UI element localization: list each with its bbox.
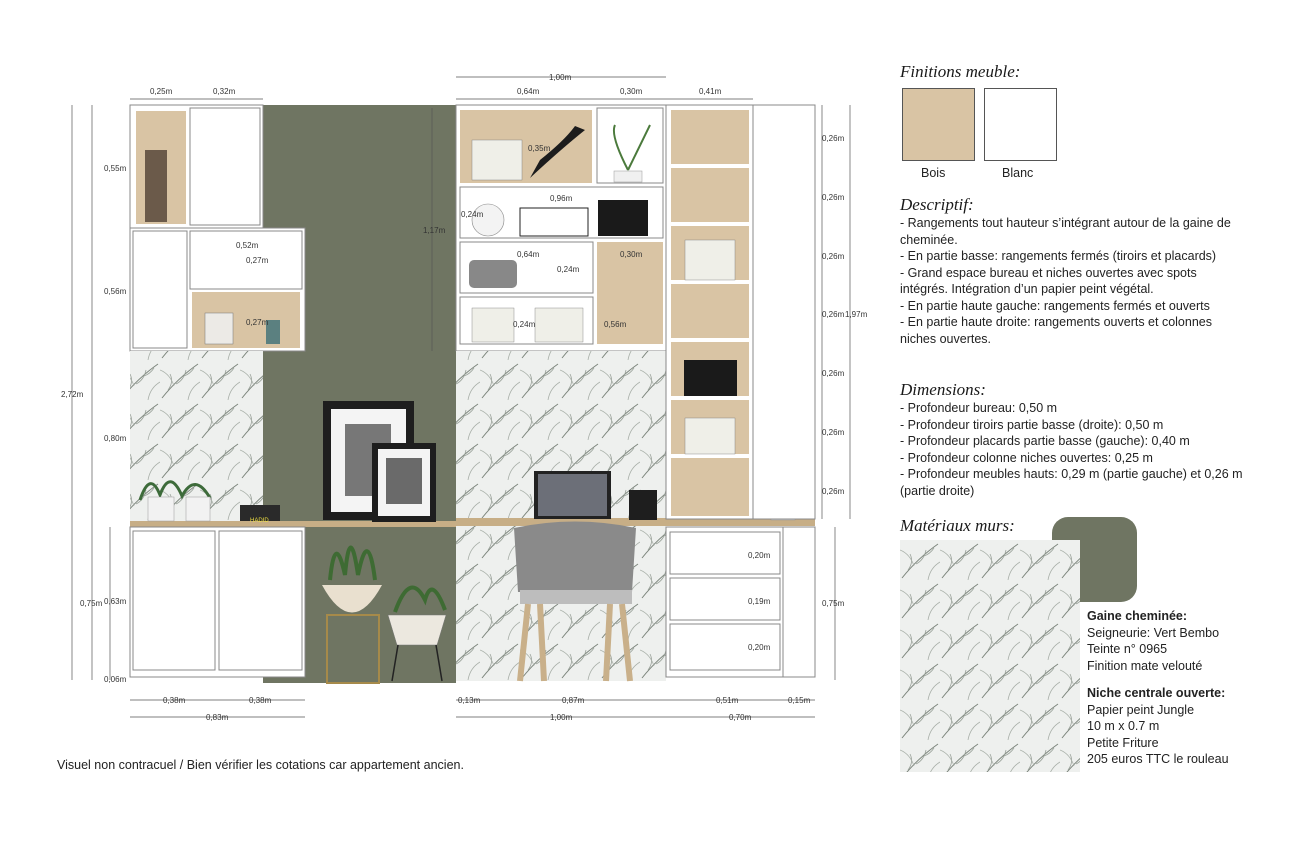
dim-bottom-left-1: 0,38m xyxy=(163,696,186,705)
dim-left-1: 0,55m xyxy=(104,164,127,173)
dim-low-left: 0,75m xyxy=(80,599,103,608)
dim-left-5: 0,06m xyxy=(104,675,127,684)
dim-bottom-right-1: 0,51m xyxy=(716,696,739,705)
label-blanc: Blanc xyxy=(1002,166,1034,180)
dim-center-5: 0,24m xyxy=(557,265,580,274)
swatch-bois xyxy=(902,88,975,161)
dim-center-height: 1,17m xyxy=(423,226,446,235)
dim-right-6: 0,26m xyxy=(822,428,845,437)
finitions-title: Finitions meuble: xyxy=(900,62,1021,81)
dim-top-center-1: 0,64m xyxy=(517,87,540,96)
dim-drawer-2: 0,19m xyxy=(748,597,771,606)
dim-bottom-center-1: 0,13m xyxy=(458,696,481,705)
dim-drawer-1: 0,20m xyxy=(748,551,771,560)
dim-bottom-center-2: 0,87m xyxy=(562,696,585,705)
dim-right-3: 0,26m xyxy=(822,252,845,261)
dimensions-title: Dimensions: xyxy=(900,380,986,399)
dim-top-right: 0,41m xyxy=(699,87,722,96)
descriptif-line-5: - En partie haute droite: rangements ouverts et colonnes niches ouvertes. xyxy=(900,315,1212,346)
materiaux-details xyxy=(1087,608,1229,768)
gaine-line-2: Teinte n° 0965 xyxy=(1087,642,1168,656)
description-panel xyxy=(900,62,1245,82)
dimensions-line-3: - Profondeur placards partie basse (gauche): 0,40 m xyxy=(900,434,1190,448)
dim-top-center-2: 0,30m xyxy=(620,87,643,96)
dim-left-2: 0,56m xyxy=(104,287,127,296)
dimensions-line-1: - Profondeur bureau: 0,50 m xyxy=(900,401,1058,415)
dim-top-left-1: 0,25m xyxy=(150,87,173,96)
dim-left-4: 0,63m xyxy=(104,597,127,606)
dim-center-8: 0,56m xyxy=(604,320,627,329)
right-column xyxy=(666,105,815,677)
label-bois: Bois xyxy=(921,166,946,180)
dim-bottom-left-2: 0,38m xyxy=(249,696,272,705)
dim-niche-left-3: 0,27m xyxy=(246,318,269,327)
dim-low-right: 0,75m xyxy=(822,599,845,608)
descriptif-line-2: - En partie basse: rangements fermés (tiroirs et placards) xyxy=(900,249,1217,263)
dim-right-2: 0,26m xyxy=(822,193,845,202)
dim-center-2: 0,96m xyxy=(550,194,573,203)
dim-right-4: 0,26m xyxy=(822,310,845,319)
descriptif-title: Descriptif: xyxy=(900,195,974,214)
descriptif-line-3: - Grand espace bureau et niches ouvertes avec spots intégrés. Intégration d’un papier peint végétal. xyxy=(900,265,1197,296)
gaine-line-3: Finition mate velouté xyxy=(1087,658,1203,673)
dim-right-5: 0,26m xyxy=(822,369,845,378)
dim-center-7: 0,24m xyxy=(513,320,536,329)
dimensions-line-5: - Profondeur meubles hauts: 0,29 m (partie gauche) et 0,26 m (partie droite) xyxy=(900,467,1243,498)
dim-right-7: 0,26m xyxy=(822,487,845,496)
dim-bottom-right-2: 0,15m xyxy=(788,696,811,705)
niche-title: Niche centrale ouverte: xyxy=(1087,686,1226,700)
book-label: HADID xyxy=(250,518,269,524)
jungle-wallpaper-left xyxy=(130,351,263,521)
dim-center-4: 0,64m xyxy=(517,250,540,259)
niche-line-1: Papier peint Jungle xyxy=(1087,702,1195,717)
dimensions-line-2: - Profondeur tiroirs partie basse (droite): 0,50 m xyxy=(900,417,1164,432)
dim-bottom-right-total: 0,70m xyxy=(729,713,752,722)
descriptif-section xyxy=(900,195,1245,347)
dim-center-3: 0,24m xyxy=(461,210,484,219)
descriptif-line-4: - En partie haute gauche: rangements fermés et ouverts xyxy=(900,298,1210,313)
dim-right-1: 0,26m xyxy=(822,134,845,143)
dim-bottom-left-total: 0,83m xyxy=(206,713,229,722)
materiaux-title: Matériaux murs: xyxy=(900,516,1015,535)
dim-niche-left-2: 0,27m xyxy=(246,256,269,265)
dim-niche-left-1: 0,52m xyxy=(236,241,259,250)
dimensions-line-4: - Profondeur colonne niches ouvertes: 0,25 m xyxy=(900,450,1153,465)
niche-line-4: 205 euros TTC le rouleau xyxy=(1087,752,1229,766)
swatch-blanc xyxy=(984,88,1057,161)
niche-line-2: 10 m x 0.7 m xyxy=(1087,719,1160,733)
niche-line-3: Petite Friture xyxy=(1087,735,1159,750)
dim-left-3: 0,80m xyxy=(104,434,127,443)
dim-bottom-center-total: 1,00m xyxy=(550,713,573,722)
dimensions-section xyxy=(900,380,1245,499)
gaine-title: Gaine cheminée: xyxy=(1087,609,1188,623)
disclaimer-note: Visuel non contracuel / Bien vérifier les cotations car appartement ancien. xyxy=(57,758,464,772)
dim-overall: 2,72m xyxy=(61,390,84,399)
gaine-line-1: Seigneurie: Vert Bembo xyxy=(1087,625,1220,640)
dim-center-1: 0,35m xyxy=(528,144,551,153)
swatch-jungle-wallpaper xyxy=(900,540,1080,772)
dim-drawer-3: 0,20m xyxy=(748,643,771,652)
dim-center-6: 0,30m xyxy=(620,250,643,259)
dim-top-left-2: 0,32m xyxy=(213,87,236,96)
descriptif-line-1: - Rangements tout hauteur s’intégrant autour de la gaine de cheminée. xyxy=(900,216,1231,247)
dim-right-total: 1,97m xyxy=(845,310,868,319)
dim-top-center-total: 1,00m xyxy=(549,73,572,82)
